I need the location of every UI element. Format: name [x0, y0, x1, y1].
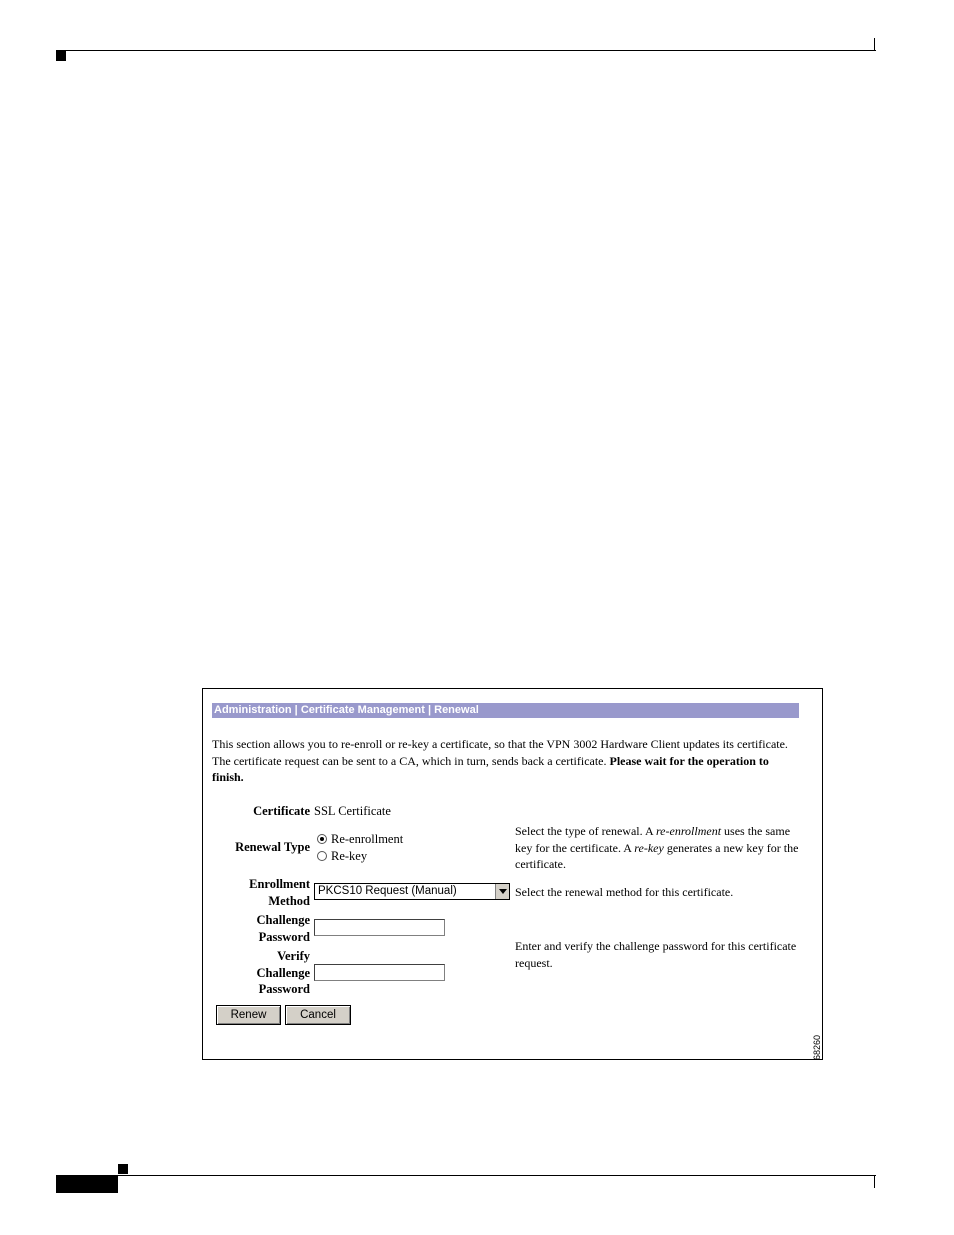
- breadcrumb: [212, 703, 799, 718]
- verify-challenge-password-label: [203, 948, 310, 998]
- radio-selected-icon[interactable]: [317, 834, 327, 844]
- label-line: Challenge: [256, 913, 310, 927]
- label-line: Verify: [277, 949, 310, 963]
- radio-re-key-label: Re-key: [331, 849, 368, 863]
- label-line: Method: [268, 893, 310, 908]
- cancel-button[interactable]: Cancel: [285, 1005, 351, 1025]
- label-line: Challenge: [256, 965, 310, 980]
- breadcrumb-renewal: Renewal: [434, 704, 479, 716]
- radio-re-enrollment[interactable]: [317, 831, 403, 847]
- footer-marker: [118, 1164, 128, 1174]
- help-emphasis: re-key: [634, 840, 664, 855]
- help-text: generates a new key for the certificate.: [515, 840, 799, 871]
- renewal-screen: [202, 688, 823, 1060]
- breadcrumb-administration[interactable]: Administration: [214, 704, 292, 716]
- label-line: Password: [258, 982, 310, 996]
- footer-tab: [56, 1175, 118, 1193]
- intro-text: [212, 736, 802, 786]
- renewal-type-label: Renewal Type: [235, 840, 310, 854]
- header-tick: [874, 38, 875, 51]
- verify-challenge-password-input[interactable]: [314, 964, 445, 981]
- breadcrumb-separator: |: [424, 704, 435, 716]
- footer-rule: [56, 1175, 876, 1176]
- radio-re-enrollment-label: Re-enrollment: [331, 832, 404, 846]
- chevron-down-icon[interactable]: [495, 884, 509, 899]
- password-help: Enter and verify the challenge password for this certificate request.: [515, 939, 797, 970]
- certificate-label: Certificate: [253, 804, 310, 818]
- enrollment-method-value: PKCS10 Request (Manual): [318, 885, 457, 897]
- footer-tick: [874, 1176, 875, 1188]
- intro-warning: Please wait for the operation to finish.: [212, 753, 769, 784]
- help-text: Select the type of renewal. A: [515, 824, 656, 838]
- label-line: Password: [258, 929, 310, 944]
- breadcrumb-certificate-management[interactable]: Certificate Management: [300, 704, 425, 716]
- enrollment-method-label: [203, 876, 310, 909]
- renewal-type-help: [515, 823, 805, 873]
- header-rule: [56, 50, 876, 51]
- radio-unselected-icon[interactable]: [317, 851, 327, 861]
- certificate-value: SSL Certificate: [314, 804, 391, 818]
- renew-button[interactable]: Renew: [216, 1005, 281, 1025]
- breadcrumb-separator: |: [291, 704, 301, 716]
- enrollment-method-select[interactable]: [314, 883, 510, 900]
- figure-id: 68260: [812, 1034, 822, 1060]
- intro-body: This section allows you to re-enroll or re-key a certificate, so that the VPN 3002 Hardware Client updates its certificate. The certificate request can be sent to a CA, which in turn, sends back a certificate.: [212, 737, 788, 768]
- radio-re-key[interactable]: [317, 848, 367, 864]
- label-line: Enrollment: [249, 877, 310, 891]
- enrollment-method-help: Select the renewal method for this certificate.: [515, 885, 734, 899]
- help-text: uses the same key for the certificate. A: [515, 824, 791, 855]
- challenge-password-label: [203, 912, 310, 945]
- help-emphasis: re-enrollment: [655, 824, 722, 838]
- header-marker: [56, 51, 66, 61]
- challenge-password-input[interactable]: [314, 919, 445, 936]
